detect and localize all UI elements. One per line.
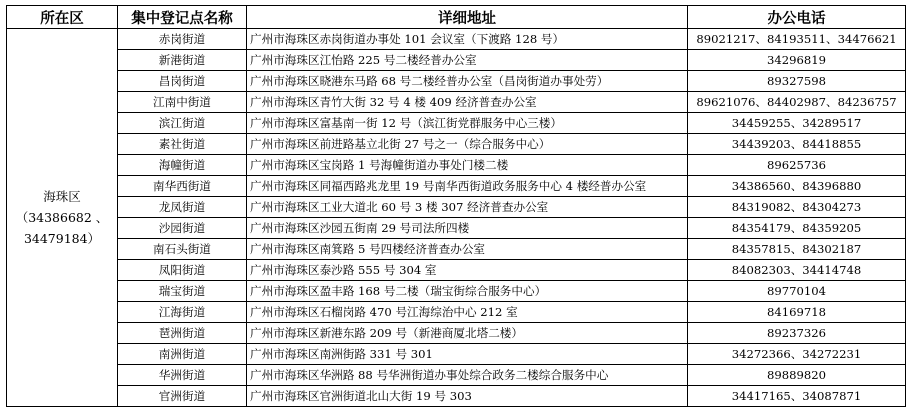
street-cell: 凤阳街道 bbox=[118, 260, 247, 281]
address-cell: 广州市海珠区南箕路 5 号四楼经济普查办公室 bbox=[247, 239, 688, 260]
table-row bbox=[7, 197, 906, 218]
street-cell: 素社街道 bbox=[118, 134, 247, 155]
address-cell: 广州市海珠区青竹大街 32 号 4 楼 409 经济普查办公室 bbox=[247, 92, 688, 113]
address-cell: 广州市海珠区赤岗街道办事处 101 会议室（下渡路 128 号） bbox=[247, 29, 688, 50]
address-cell: 广州市海珠区富基南一街 12 号（滨江街党群服务中心三楼） bbox=[247, 113, 688, 134]
street-cell: 江南中街道 bbox=[118, 92, 247, 113]
phone-cell: 84357815、84302187 bbox=[688, 239, 906, 260]
street-cell: 华洲街道 bbox=[118, 365, 247, 386]
phone-cell: 34459255、34289517 bbox=[688, 113, 906, 134]
table-row bbox=[7, 281, 906, 302]
district-cell bbox=[7, 29, 118, 407]
street-cell: 龙凤街道 bbox=[118, 197, 247, 218]
phone-cell: 89625736 bbox=[688, 155, 906, 176]
table-row bbox=[7, 344, 906, 365]
phone-cell: 89237326 bbox=[688, 323, 906, 344]
table-row bbox=[7, 113, 906, 134]
table-row bbox=[7, 365, 906, 386]
table-row bbox=[7, 71, 906, 92]
table-row bbox=[7, 386, 906, 407]
phone-cell: 89621076、84402987、84236757 bbox=[688, 92, 906, 113]
street-cell: 江海街道 bbox=[118, 302, 247, 323]
header-site: 集中登记点名称 bbox=[118, 6, 247, 29]
street-cell: 新港街道 bbox=[118, 50, 247, 71]
phone-cell: 34439203、84418855 bbox=[688, 134, 906, 155]
table-row bbox=[7, 302, 906, 323]
address-cell: 广州市海珠区晓港东马路 68 号二楼经普办公室（昌岗街道办事处劳） bbox=[247, 71, 688, 92]
address-cell: 广州市海珠区宝岗路 1 号海幢街道办事处门楼二楼 bbox=[247, 155, 688, 176]
table-row bbox=[7, 92, 906, 113]
street-cell: 海幢街道 bbox=[118, 155, 247, 176]
table-row bbox=[7, 134, 906, 155]
street-cell: 南洲街道 bbox=[118, 344, 247, 365]
address-cell: 广州市海珠区前进路基立北街 27 号之一（综合服务中心） bbox=[247, 134, 688, 155]
phone-cell: 84082303、34414748 bbox=[688, 260, 906, 281]
address-cell: 广州市海珠区官洲街道北山大街 19 号 303 bbox=[247, 386, 688, 407]
street-cell: 官洲街道 bbox=[118, 386, 247, 407]
district-phone-line2: 34479184） bbox=[23, 231, 101, 246]
street-cell: 滨江街道 bbox=[118, 113, 247, 134]
address-cell: 广州市海珠区同福西路兆龙里 19 号南华西街道政务服务中心 4 楼经普办公室 bbox=[247, 176, 688, 197]
phone-cell: 89021217、84193511、34476621 bbox=[688, 29, 906, 50]
table-row bbox=[7, 50, 906, 71]
table-header-row bbox=[7, 6, 906, 29]
table-row bbox=[7, 218, 906, 239]
phone-cell: 34417165、34087871 bbox=[688, 386, 906, 407]
phone-cell: 34296819 bbox=[688, 50, 906, 71]
phone-cell: 34272366、34272231 bbox=[688, 344, 906, 365]
street-cell: 南石头街道 bbox=[118, 239, 247, 260]
table-row bbox=[7, 239, 906, 260]
address-cell: 广州市海珠区沙园五街南 29 号司法所四楼 bbox=[247, 218, 688, 239]
table-body bbox=[7, 29, 906, 407]
table-row bbox=[7, 29, 906, 50]
address-cell: 广州市海珠区泰沙路 555 号 304 室 bbox=[247, 260, 688, 281]
header-phone: 办公电话 bbox=[688, 6, 906, 29]
district-phone-line1: （34386682 、 bbox=[15, 210, 109, 225]
table-row bbox=[7, 323, 906, 344]
district-name: 海珠区 bbox=[43, 189, 81, 204]
phone-cell: 89770104 bbox=[688, 281, 906, 302]
address-cell: 广州市海珠区华洲路 88 号华洲街道办事处综合政务二楼综合服务中心 bbox=[247, 365, 688, 386]
street-cell: 南华西街道 bbox=[118, 176, 247, 197]
phone-cell: 84169718 bbox=[688, 302, 906, 323]
registration-table-container bbox=[6, 5, 905, 407]
table-row bbox=[7, 155, 906, 176]
street-cell: 昌岗街道 bbox=[118, 71, 247, 92]
phone-cell: 89889820 bbox=[688, 365, 906, 386]
header-address: 详细地址 bbox=[247, 6, 688, 29]
registration-table bbox=[6, 5, 906, 407]
address-cell: 广州市海珠区南洲街路 331 号 301 bbox=[247, 344, 688, 365]
address-cell: 广州市海珠区石榴岗路 470 号江海综治中心 212 室 bbox=[247, 302, 688, 323]
address-cell: 广州市海珠区新港东路 209 号（新港商厦北塔二楼） bbox=[247, 323, 688, 344]
address-cell: 广州市海珠区工业大道北 60 号 3 楼 307 经济普查办公室 bbox=[247, 197, 688, 218]
street-cell: 沙园街道 bbox=[118, 218, 247, 239]
table-row bbox=[7, 176, 906, 197]
street-cell: 赤岗街道 bbox=[118, 29, 247, 50]
phone-cell: 84354179、84359205 bbox=[688, 218, 906, 239]
address-cell: 广州市海珠区盈丰路 168 号二楼（瑞宝街综合服务中心） bbox=[247, 281, 688, 302]
street-cell: 瑞宝街道 bbox=[118, 281, 247, 302]
phone-cell: 84319082、84304273 bbox=[688, 197, 906, 218]
address-cell: 广州市海珠区江怡路 225 号二楼经普办公室 bbox=[247, 50, 688, 71]
header-district: 所在区 bbox=[7, 6, 118, 29]
phone-cell: 89327598 bbox=[688, 71, 906, 92]
street-cell: 琶洲街道 bbox=[118, 323, 247, 344]
phone-cell: 34386560、84396880 bbox=[688, 176, 906, 197]
table-row bbox=[7, 260, 906, 281]
